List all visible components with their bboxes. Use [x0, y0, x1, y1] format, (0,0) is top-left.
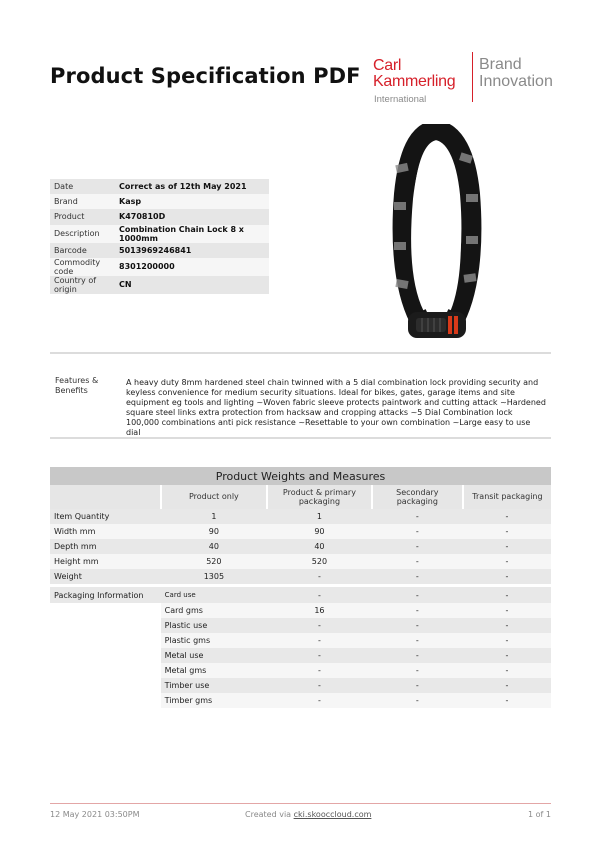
cell-value: - — [372, 648, 463, 663]
logo-tagline-1: Brand — [479, 56, 522, 73]
cell-value: - — [463, 603, 551, 618]
cell-value: - — [372, 633, 463, 648]
spec-row — [50, 179, 269, 194]
cell-value: - — [463, 509, 551, 524]
packaging-item-label: Metal gms — [161, 663, 267, 678]
cell-value: 1 — [161, 509, 267, 524]
packaging-row — [50, 678, 551, 693]
spec-label: Brand — [50, 194, 115, 209]
packaging-blank — [50, 663, 161, 678]
packaging-item-label: Card use — [161, 587, 267, 602]
cell-value: - — [267, 693, 372, 708]
logo-tagline-2: Innovation — [479, 73, 553, 90]
row-label: Depth mm — [50, 539, 161, 554]
spec-value: K470810D — [115, 209, 269, 224]
section-divider — [50, 437, 551, 439]
spec-label: Product — [50, 209, 115, 224]
cell-value: - — [372, 693, 463, 708]
cell-value: - — [267, 678, 372, 693]
table-row — [50, 539, 551, 554]
row-label: Item Quantity — [50, 509, 161, 524]
footer-divider — [50, 803, 551, 804]
cell-value: - — [372, 603, 463, 618]
company-logo — [373, 52, 563, 108]
cell-value: 90 — [267, 524, 372, 539]
cell-value: - — [372, 524, 463, 539]
spec-value: Correct as of 12th May 2021 — [115, 179, 269, 194]
packaging-item-label: Timber use — [161, 678, 267, 693]
logo-line-1: Carl — [373, 57, 402, 74]
footer-link[interactable]: cki.skooccloud.com — [293, 810, 372, 819]
cell-value: - — [267, 618, 372, 633]
footer-page: 1 of 1 — [528, 810, 551, 819]
packaging-item-label: Plastic use — [161, 618, 267, 633]
cell-value: - — [372, 587, 463, 602]
cell-value: - — [463, 618, 551, 633]
cell-value: - — [372, 539, 463, 554]
cell-value: - — [463, 648, 551, 663]
spec-row — [50, 258, 269, 276]
row-label: Weight — [50, 569, 161, 584]
packaging-row — [50, 648, 551, 663]
spec-value: 5013969246841 — [115, 243, 269, 258]
table-row — [50, 554, 551, 569]
weights-caption: Product Weights and Measures — [50, 467, 551, 485]
spec-value: 8301200000 — [115, 258, 269, 276]
spec-row — [50, 276, 269, 294]
row-label: Height mm — [50, 554, 161, 569]
packaging-item-label: Card gms — [161, 603, 267, 618]
cell-value: 520 — [161, 554, 267, 569]
cell-value: - — [463, 663, 551, 678]
spec-table — [50, 179, 269, 294]
cell-value: - — [372, 509, 463, 524]
packaging-blank — [50, 633, 161, 648]
cell-value: - — [463, 569, 551, 584]
cell-value: - — [463, 693, 551, 708]
packaging-item-label: Plastic gms — [161, 633, 267, 648]
cell-value: 16 — [267, 603, 372, 618]
packaging-row — [50, 603, 551, 618]
spec-row — [50, 225, 269, 243]
logo-line-2: Kammerling — [373, 73, 456, 90]
packaging-row — [50, 587, 551, 602]
column-header: Product only — [161, 485, 267, 509]
footer-credit-prefix: Created via — [245, 810, 292, 819]
logo-divider — [472, 52, 473, 102]
cell-value: - — [372, 554, 463, 569]
packaging-blank — [50, 678, 161, 693]
cell-value: - — [372, 618, 463, 633]
row-label: Width mm — [50, 524, 161, 539]
spec-row — [50, 194, 269, 209]
cell-value: - — [463, 678, 551, 693]
column-header: Product & primary packaging — [267, 485, 372, 509]
cell-value: - — [463, 539, 551, 554]
spec-label: Commodity code — [50, 258, 115, 276]
cell-value: - — [463, 587, 551, 602]
cell-value: 90 — [161, 524, 267, 539]
weights-table — [50, 467, 551, 708]
spec-row — [50, 209, 269, 224]
cell-value: - — [372, 678, 463, 693]
packaging-blank — [50, 618, 161, 633]
cell-value: - — [463, 633, 551, 648]
page-title: Product Specification PDF — [50, 64, 361, 88]
spec-value: CN — [115, 276, 269, 294]
cell-value: 1 — [267, 509, 372, 524]
spec-label: Country of origin — [50, 276, 115, 294]
product-image — [386, 124, 488, 342]
cell-value: - — [463, 554, 551, 569]
logo-line-3: International — [374, 94, 427, 105]
features-label: Features & Benefits — [55, 376, 99, 395]
table-row — [50, 524, 551, 539]
packaging-row — [50, 663, 551, 678]
packaging-item-label: Timber gms — [161, 693, 267, 708]
spec-value: Combination Chain Lock 8 x 1000mm — [115, 225, 269, 243]
section-divider — [50, 352, 551, 354]
packaging-blank — [50, 648, 161, 663]
packaging-blank — [50, 603, 161, 618]
spec-label: Date — [50, 179, 115, 194]
cell-value: 40 — [161, 539, 267, 554]
spec-row — [50, 243, 269, 258]
spec-value: Kasp — [115, 194, 269, 209]
packaging-label: Packaging Information — [50, 587, 161, 602]
cell-value: 520 — [267, 554, 372, 569]
cell-value: - — [267, 633, 372, 648]
cell-value: 1305 — [161, 569, 267, 584]
packaging-row — [50, 618, 551, 633]
column-header: Secondary packaging — [372, 485, 463, 509]
cell-value: - — [372, 569, 463, 584]
spec-label: Barcode — [50, 243, 115, 258]
packaging-row — [50, 693, 551, 708]
packaging-item-label: Metal use — [161, 648, 267, 663]
cell-value: - — [463, 524, 551, 539]
cell-value: 40 — [267, 539, 372, 554]
column-header: Transit packaging — [463, 485, 551, 509]
packaging-row — [50, 633, 551, 648]
spec-label: Description — [50, 225, 115, 243]
packaging-blank — [50, 693, 161, 708]
cell-value: - — [267, 663, 372, 678]
header-blank — [50, 485, 161, 509]
cell-value: - — [267, 648, 372, 663]
table-row — [50, 509, 551, 524]
table-row — [50, 569, 551, 584]
cell-value: - — [372, 663, 463, 678]
features-text: A heavy duty 8mm hardened steel chain twinned with a 5 dial combination lock providing security and keyless convenience for medium security situations. Ideal for bikes, gates, garage items and site equipment eg tools and lighting ~Woven fabric sleeve protects paintwork and cutting attack ~Hardened square steel links extra protection from hacksaw and cropping attacks ~5 Dial Combination lock 100,000 combinations anti pick resistance ~Resettable to your own combination ~Large easy to use dial — [126, 378, 546, 437]
cell-value: - — [267, 569, 372, 584]
footer-timestamp: 12 May 2021 03:50PM — [50, 810, 140, 819]
cell-value: - — [267, 587, 372, 602]
footer-credit — [245, 810, 371, 819]
